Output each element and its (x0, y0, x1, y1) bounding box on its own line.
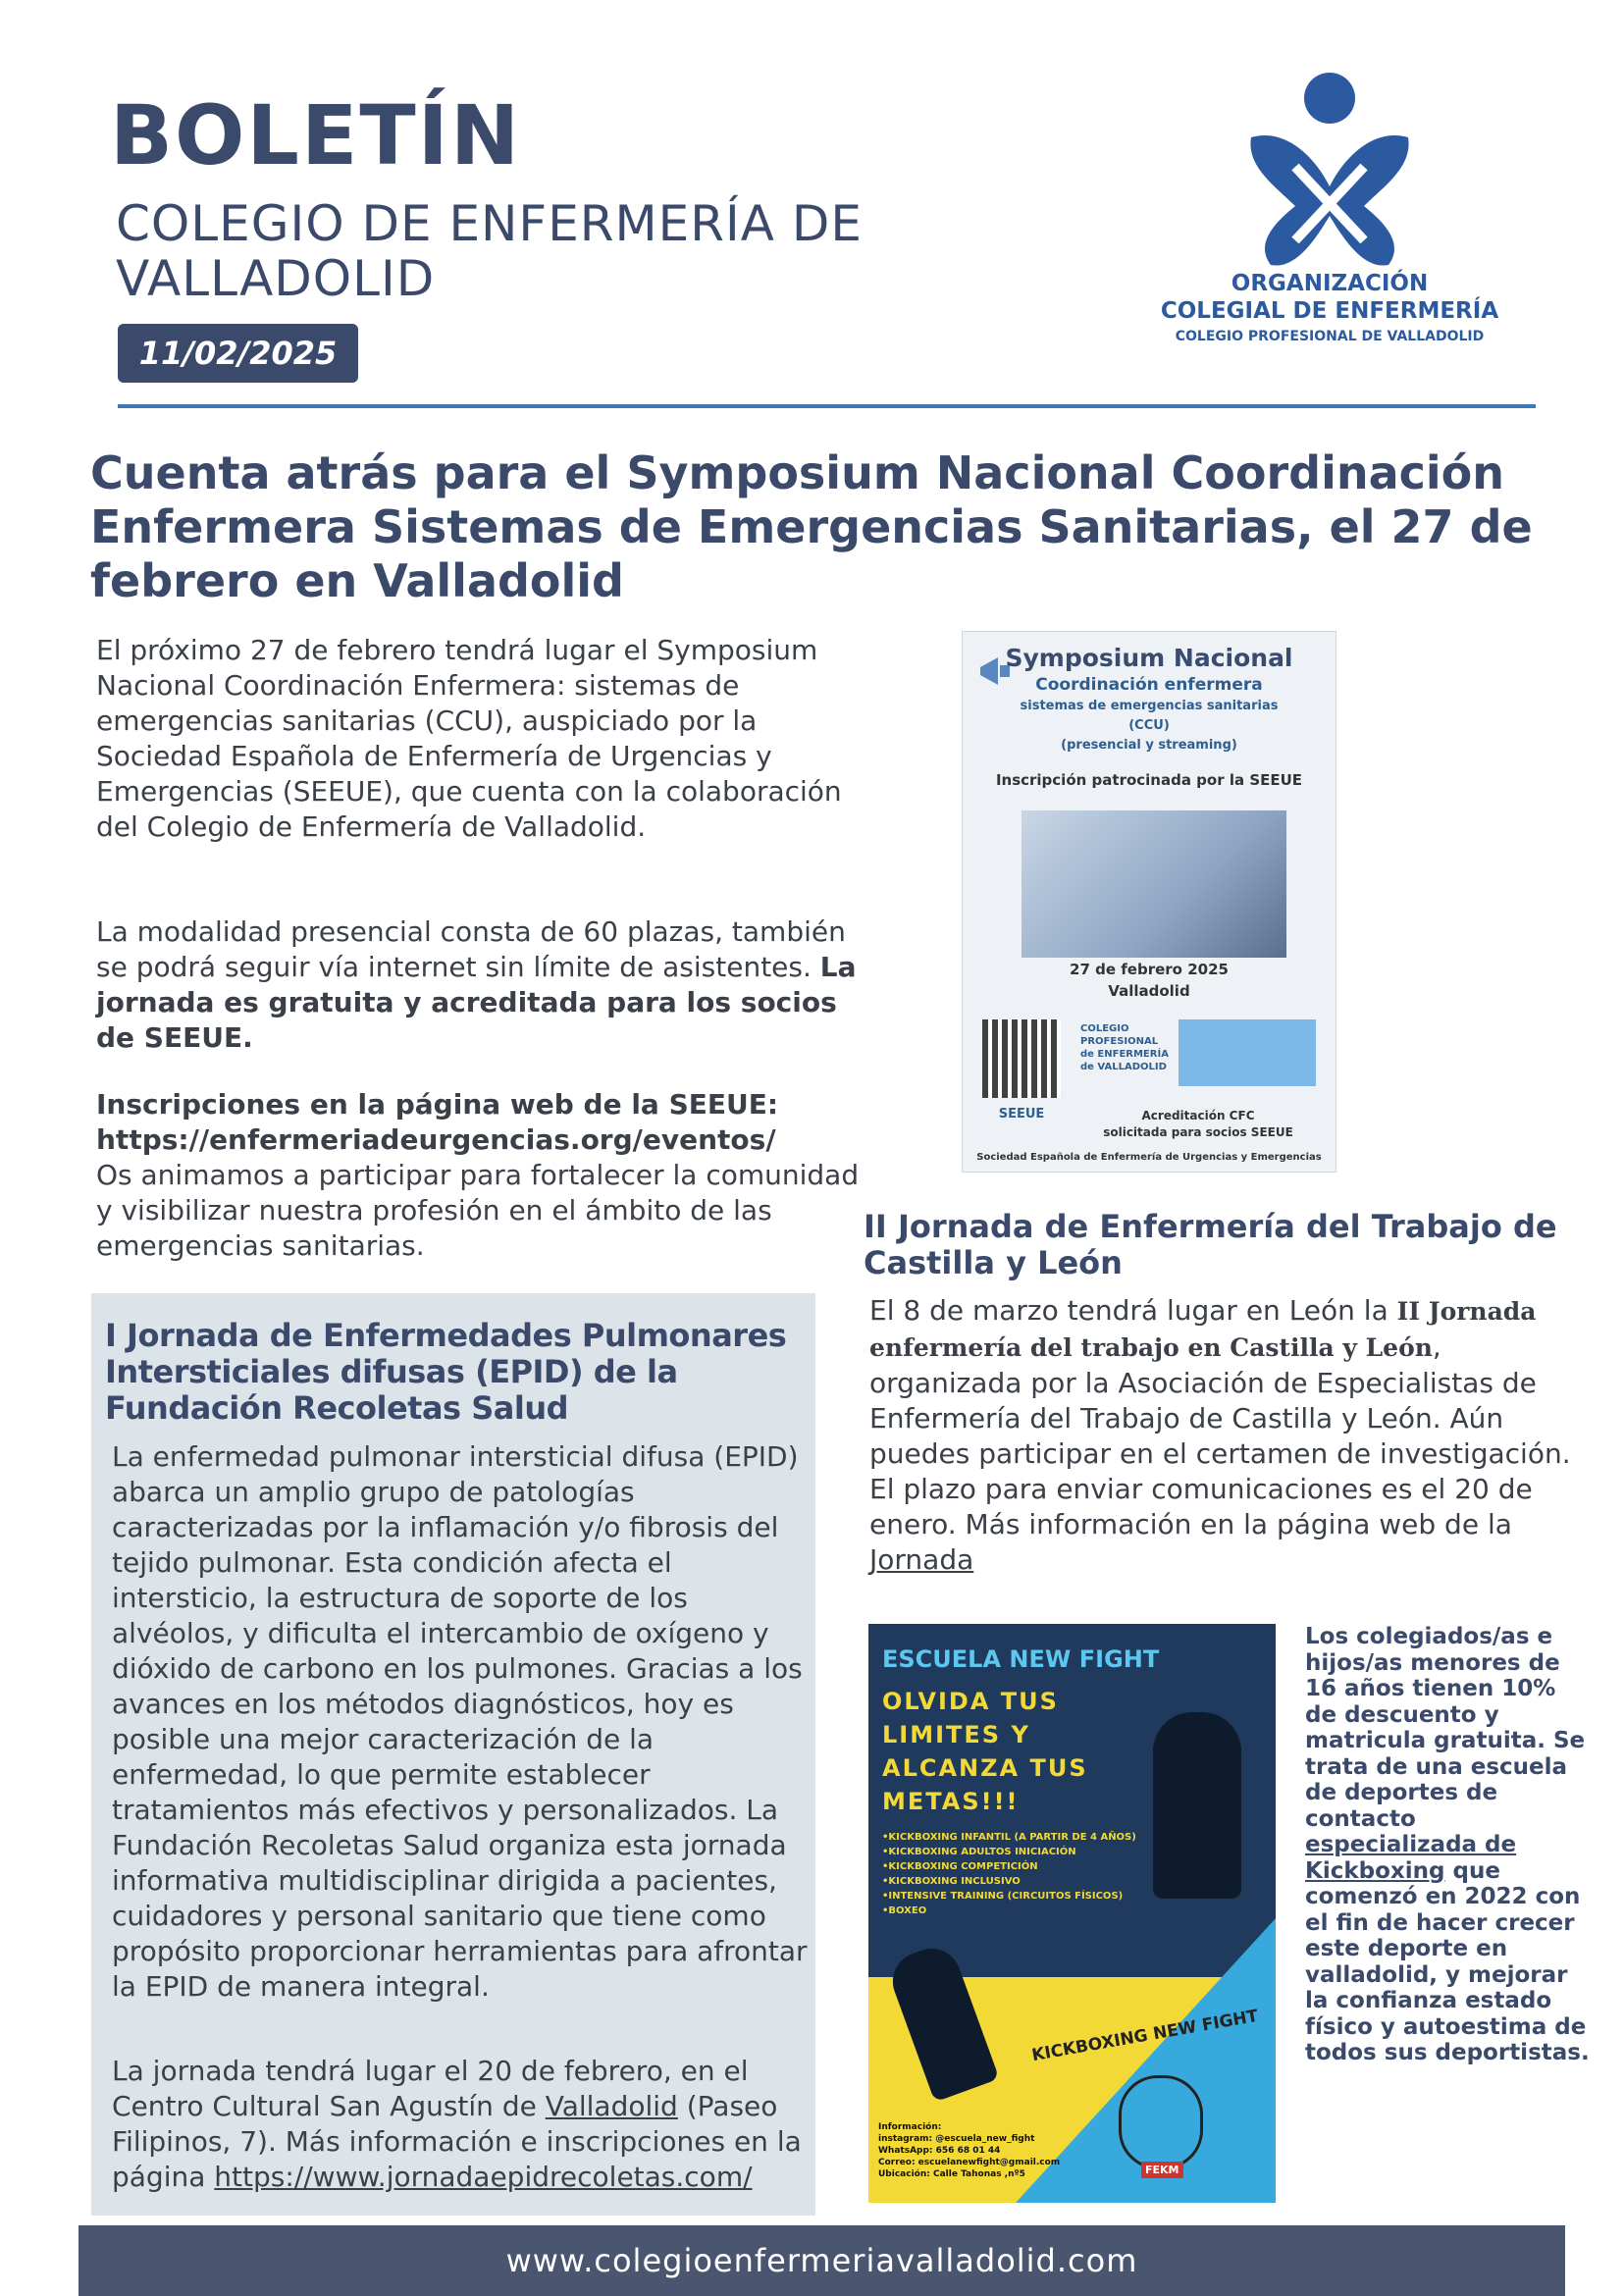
logo-text-line3: COLEGIO PROFESIONAL DE VALLADOLID (1175, 329, 1485, 344)
poster-mode: (presencial y streaming) (1061, 738, 1237, 753)
organizacion-colegial-logo-icon (1217, 69, 1442, 275)
registration-link[interactable]: https://enfermeriadeurgencias.org/eventos/ (96, 1123, 776, 1156)
poster-headset-photo (1022, 810, 1286, 958)
jornada-link[interactable]: Jornada (869, 1543, 974, 1576)
poster-school-name: ESCUELA NEW FIGHT (882, 1645, 1160, 1673)
article-symposium-paragraph-3 (96, 1087, 881, 1264)
logo-text-line1: ORGANIZACIÓN (1231, 271, 1429, 296)
boxing-glove-icon (1119, 2075, 1203, 2169)
valladolid-link[interactable]: Valladolid (545, 2090, 678, 2122)
info-line: Correo: escuelanewfight@gmail.com (878, 2158, 1061, 2167)
new-fight-poster (868, 1624, 1276, 2203)
poster-subtitle-1: Coordinación enfermera (1035, 675, 1263, 695)
poster-subtitle-2: sistemas de emergencias sanitarias (1020, 699, 1279, 713)
qr-code-icon (982, 1019, 1061, 1098)
paragraph-text: que comenzó en 2022 con el fin de hacer crecer este deporte en valladolid, y mejorar la confianza estado físico y autoestima de todos sus deportistas. (1305, 1857, 1590, 2065)
poster-colegio-text: COLEGIO PROFESIONAL de ENFERMERÍA de VALLADOLID (1080, 1023, 1169, 1072)
poster-society: Sociedad Española de Enfermería de Urgencias y Emergencias (976, 1152, 1322, 1163)
paragraph-text: La jornada tendrá lugar el 20 de febrero, en el Centro Cultural San Agustín de (112, 2055, 749, 2122)
symposium-poster (962, 631, 1336, 1173)
jornada-trabajo-paragraph (869, 1293, 1576, 1578)
bulletin-subtitle: COLEGIO DE ENFERMERÍA DE VALLADOLID (116, 195, 863, 307)
poster-date: 27 de febrero 2025 (1070, 961, 1229, 978)
poster-slogan: OLVIDA TUS LIMITES Y ALCANZA TUS METAS!!! (882, 1688, 1088, 1815)
list-item: •KICKBOXING INFANTIL (A PARTIR DE 4 AÑOS) (882, 1832, 1136, 1843)
poster-accreditation-1: Acreditación CFC (1141, 1109, 1255, 1122)
poster-class-list (882, 1830, 1177, 1918)
paragraph-text: (Paseo Filipinos, 7). Más información e inscripciones en la página (112, 2090, 802, 2193)
new-fight-description (1305, 1624, 1590, 2066)
footer-website-link[interactable]: www.colegioenfermeriavalladolid.com (505, 2242, 1138, 2279)
list-item: •KICKBOXING COMPETICIÓN (882, 1861, 1038, 1872)
epid-article-paragraph-2 (112, 2054, 813, 2195)
list-item: •KICKBOXING INCLUSIVO (882, 1876, 1021, 1887)
list-item: •BOXEO (882, 1905, 927, 1916)
fekm-badge: FEKM (1141, 2162, 1183, 2178)
epid-article-title: I Jornada de Enfermedades Pulmonares Intersticiales difusas (EPID) de la Fundación Recoletas Salud (105, 1317, 787, 1427)
paragraph-text: El 8 de marzo tendrá lugar en León la (869, 1294, 1397, 1327)
paragraph-text: La modalidad presencial consta de 60 plazas, también se podrá seguir vía internet sin límite de asistentes. (96, 915, 846, 983)
list-item: •KICKBOXING ADULTOS INICIACIÓN (882, 1847, 1076, 1857)
registration-heading: Inscripciones en la página web de la SEEUE: (96, 1088, 779, 1121)
date-badge: 11/02/2025 (118, 324, 358, 383)
paragraph-bold-text: La jornada es gratuita y acreditada para los socios de SEEUE. (96, 951, 857, 1054)
poster-registration: Inscripción patrocinada por la SEEUE (995, 771, 1303, 789)
jornada-trabajo-title: II Jornada de Enfermería del Trabajo de Castilla y León (864, 1208, 1557, 1281)
list-item: •INTENSIVE TRAINING (CIRCUITOS FÍSICOS) (882, 1891, 1124, 1902)
epid-website-link[interactable]: https://www.jornadaepidrecoletas.com/ (214, 2161, 753, 2193)
epid-article-paragraph-1: La enfermedad pulmonar intersticial difusa (EPID) abarca un amplio grupo de patologías caracterizadas por la inflamación y/o fibrosis del tejido pulmonar. Esta condición afecta el intersticio, la estructura de soporte de los alvéolos, y dificulta el intercambio de oxígeno y dióxido de carbono en los pulmones. Gracias a los avances en los métodos diagnósticos, hoy es posible una mejor caracterización de la enfermedad, lo que permite establecer tratamientos más efectivos y personalizados. La Fundación Recoletas Salud organiza esta jornada informativa multidisciplinar dirigida a pacientes, cuidadores y personal sanitario que tiene como propósito proporcionar herramientas para afrontar la EPID de manera integral. (112, 1440, 808, 2003)
poster-contact-info (878, 2121, 1060, 2180)
article-symposium-paragraph-2 (96, 914, 881, 1056)
bulletin-title: BOLETÍN (110, 87, 522, 183)
jornada-name: II Jornada enfermería del trabajo en Castilla y León (869, 1297, 1537, 1362)
header-divider (118, 404, 1536, 408)
poster-logo-box (1179, 1019, 1316, 1086)
logo-text-line2: COLEGIAL DE ENFERMERÍA (1160, 298, 1499, 324)
info-line: instagram: @escuela_new_fight (878, 2134, 1035, 2144)
kickboxing-link[interactable]: especializada de Kickboxing (1305, 1832, 1517, 1884)
poster-arc-text: KICKBOXING NEW FIGHT (1030, 2006, 1260, 2066)
info-line: Ubicación: Calle Tahonas ,nº5 (878, 2169, 1025, 2179)
paragraph-text: Os animamos a participar para fortalecer la comunidad y visibilizar nuestra profesión en el ámbito de las emergencias sanitarias. (96, 1159, 860, 1262)
paragraph-text: Los colegiados/as e hijos/as menores de 16 años tienen 10% de descuento y matricula gratuita. Se trata de una escuela de deportes de contacto (1305, 1624, 1586, 1832)
poster-seeue: SEEUE (998, 1107, 1045, 1122)
article-symposium-paragraph-1: El próximo 27 de febrero tendrá lugar el Symposium Nacional Coordinación Enfermera: sistemas de emergencias sanitarias (CCU), auspiciado por la Sociedad Española de Enfermería de Urgencias y Emergencias (SEEUE), que cuenta con la colaboración del Colegio de Enfermería de Valladolid. (96, 634, 842, 843)
poster-ccu: (CCU) (1128, 718, 1170, 733)
poster-accreditation-2: solicitada para socios SEEUE (1103, 1125, 1293, 1139)
article-symposium-title: Cuenta atrás para el Symposium Nacional Coordinación Enfermera Sistemas de Emergencias Sanitarias, el 27 de febrero en Valladolid (90, 446, 1533, 607)
info-line: Información: (878, 2122, 942, 2132)
poster-title: Symposium Nacional (1005, 644, 1293, 672)
poster-city: Valladolid (1108, 982, 1190, 1000)
info-line: WhatsApp: 656 68 01 44 (878, 2146, 1001, 2156)
paragraph-text: , organizada por la Asociación de Especialistas de Enfermería del Trabajo de Castilla y León. Aún puedes participar en el certamen de investigación. El plazo para enviar comunicaciones es el 20 de enero. Más información en la página web de la (869, 1331, 1571, 1540)
